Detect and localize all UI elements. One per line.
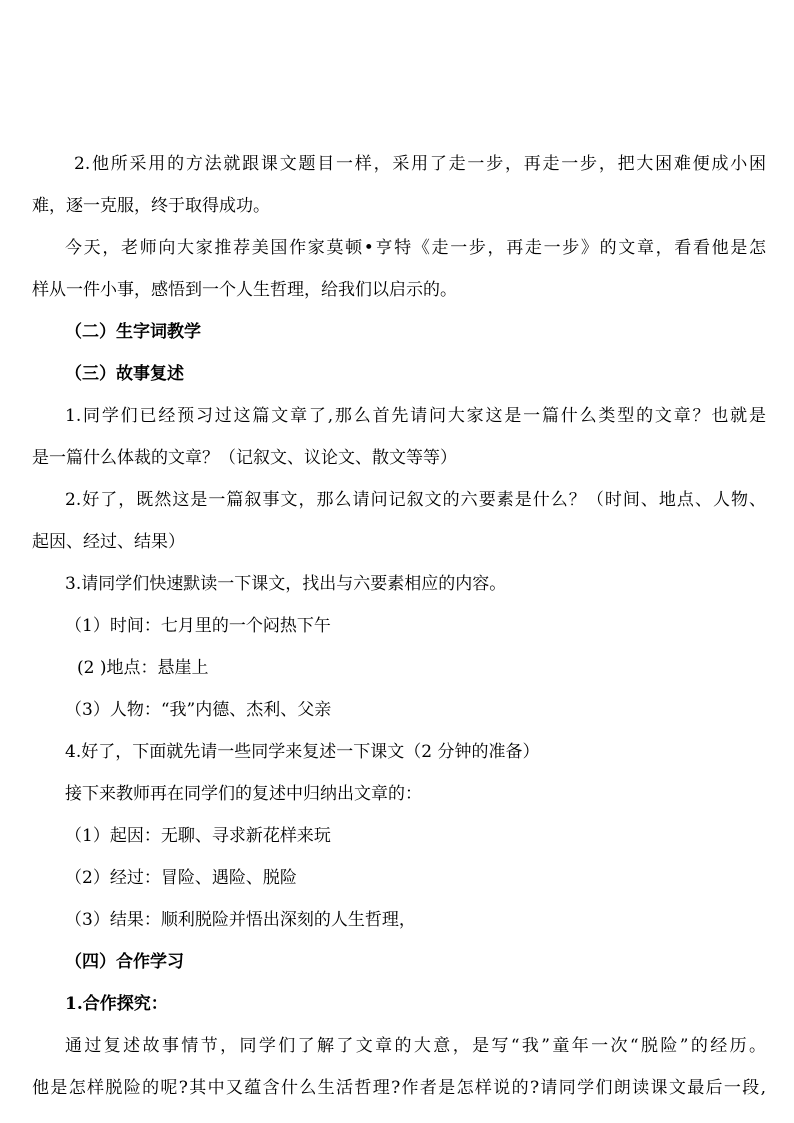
list-item: （3）人物：“我”内德、杰利、父亲 [65, 700, 332, 720]
list-item: (2 )地点：悬崖上 [77, 658, 209, 678]
section-heading: （四）合作学习 [65, 952, 184, 972]
paragraph-line: 样从一件小事，感悟到一个人生哲理，给我们以启示的。 [32, 280, 457, 300]
paragraph-line: 难，逐一克服，终于取得成功。 [32, 196, 270, 216]
list-item: （3）结果：顺利脱险并悟出深刻的人生哲理， [65, 910, 416, 930]
section-heading: （三）故事复述 [65, 364, 184, 384]
paragraph-line: 1.同学们已经预习过这篇文章了,那么首先请问大家这是一篇什么类型的文章？也就是 [65, 406, 766, 426]
section-heading: （二）生字词教学 [65, 322, 201, 342]
list-item: （1）起因：无聊、寻求新花样来玩 [65, 826, 331, 846]
list-item: （2）经过：冒险、遇险、脱险 [65, 868, 297, 888]
paragraph-line: 3.请同学们快速默读一下课文，找出与六要素相应的内容。 [65, 574, 507, 594]
paragraph-line: 他是怎样脱险的呢?其中又蕴含什么生活哲理?作者是怎样说的?请同学们朗读课文最后一段, [32, 1078, 766, 1098]
paragraph-line: 今天，老师向大家推荐美国作家莫顿•亨特《走一步，再走一步》的文章，看看他是怎 [65, 238, 766, 258]
paragraph-line: 2.他所采用的方法就跟课文题目一样，采用了走一步，再走一步，把大困难便成小困 [74, 154, 766, 174]
paragraph-line: 2.好了，既然这是一篇叙事文，那么请问记叙文的六要素是什么？（时间、地点、人物、 [65, 490, 766, 510]
paragraph-line: 起因、经过、结果） [32, 532, 185, 552]
paragraph-line: 是一篇什么体裁的文章？（记叙文、议论文、散文等等） [32, 448, 457, 468]
paragraph-line: 通过复述故事情节，同学们了解了文章的大意，是写“我”童年一次“脱险”的经历。 [65, 1036, 766, 1056]
paragraph-line: 4.好了，下面就先请一些同学来复述一下课文（2 分钟的准备） [65, 742, 540, 762]
list-item: （1）时间：七月里的一个闷热下午 [65, 616, 331, 636]
paragraph-line: 接下来教师再在同学们的复述中归纳出文章的： [65, 784, 422, 804]
subsection-heading: 1.合作探究： [65, 994, 168, 1014]
